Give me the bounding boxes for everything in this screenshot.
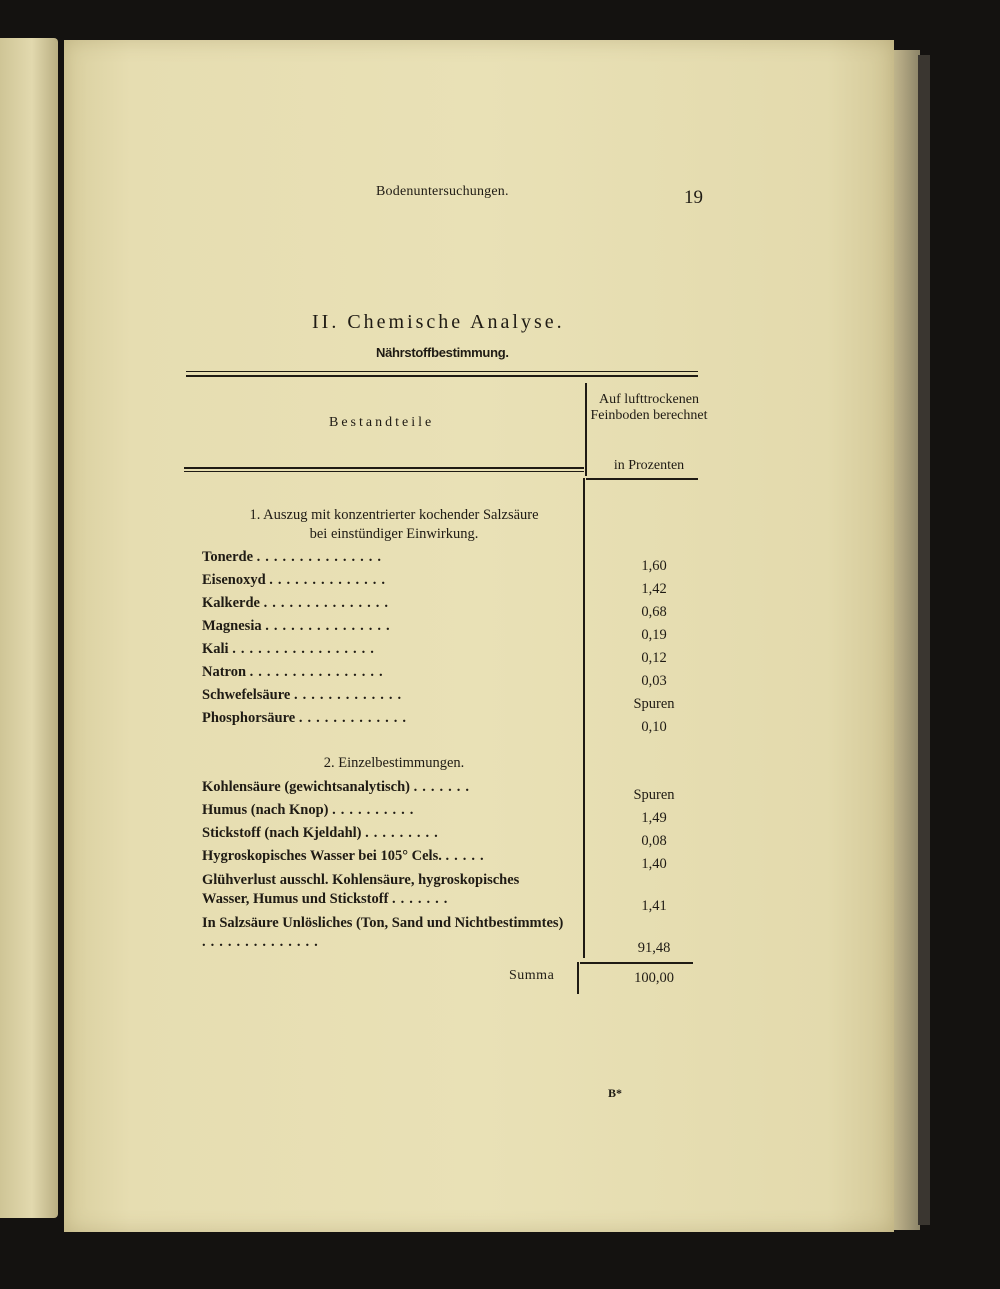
row-label-schwefelsaeure: Schwefelsäure ............. <box>202 687 407 703</box>
row-value-eisenoxyd: 1,42 <box>641 581 667 597</box>
summa-label: Summa <box>509 968 555 983</box>
row-label-eisenoxyd: Eisenoxyd .............. <box>202 572 391 588</box>
row-label-phosphorsaeure: Phosphorsäure ............. <box>202 710 411 726</box>
row-label-kohlensaeure: Kohlensäure (gewichtsanalytisch) ....... <box>202 779 474 795</box>
row-label-natron: Natron ................ <box>202 664 388 680</box>
book-cover-edge <box>918 55 930 1225</box>
left-page-edge <box>0 38 58 1218</box>
section2-heading: 2. Einzelbestimmungen. <box>323 755 465 771</box>
row-value-humus: 1,49 <box>641 810 667 826</box>
row-value-magnesia: 0,19 <box>641 627 667 643</box>
header-bottom-rule-2 <box>184 471 584 472</box>
row-value-hygroskopisches-wasser: 1,40 <box>641 856 667 872</box>
column-divider-body <box>583 478 585 958</box>
header-bottom-rule-right <box>586 478 698 480</box>
row-value-phosphorsaeure: 0,10 <box>641 719 667 735</box>
running-head: Bodenuntersuchungen. <box>376 184 509 199</box>
section1-heading-line2: bei einstündiger Einwirkung. <box>309 526 479 542</box>
table-top-rule-thick <box>186 375 698 377</box>
row-label-stickstoff: Stickstoff (nach Kjeldahl) ......... <box>202 825 443 841</box>
column-header-unit: in Prozenten <box>613 458 685 473</box>
row-label-unloesliches: In Salzsäure Unlösliches (Ton, Sand und Nichtbestimmtes) .............. <box>202 915 564 950</box>
row-value-tonerde: 1,60 <box>641 558 667 574</box>
table-top-rule <box>186 371 698 372</box>
row-label-humus: Humus (nach Knop) .......... <box>202 802 419 818</box>
row-label-gluehverlust: Glühverlust ausschl. Kohlensäure, hygroskopisches Wasser, Humus und Stickstoff ....... <box>202 872 520 907</box>
signature-mark: B* <box>608 1086 623 1100</box>
row-value-kalkerde: 0,68 <box>641 604 667 620</box>
table-subtitle: Nährstoffbestimmung. <box>376 345 509 360</box>
book-page <box>64 40 894 1232</box>
column-divider-summa <box>577 962 579 994</box>
summa-value: 100,00 <box>634 970 674 986</box>
column-header-feinboden: Auf lufttrockenen Feinboden berechnet <box>590 392 708 423</box>
section-title: II. Chemische Analyse. <box>312 311 565 333</box>
row-value-gluehverlust: 1,41 <box>641 898 667 914</box>
row-value-kali: 0,12 <box>641 650 667 666</box>
page-number: 19 <box>684 187 703 208</box>
row-value-stickstoff: 0,08 <box>641 833 667 849</box>
row-label-kalkerde: Kalkerde ............... <box>202 595 393 611</box>
header-bottom-rule <box>184 467 584 469</box>
column-header-bestandteile: Bestandteile <box>329 415 435 430</box>
row-label-magnesia: Magnesia ............... <box>202 618 395 634</box>
section1-heading-line1: 1. Auszug mit konzentrierter kochender Salzsäure <box>249 507 539 523</box>
row-label-tonerde: Tonerde ............... <box>202 549 387 565</box>
row-value-kohlensaeure: Spuren <box>633 787 675 803</box>
row-value-unloesliches: 91,48 <box>637 940 671 956</box>
row-value-schwefelsaeure: Spuren <box>633 696 675 712</box>
summa-rule <box>580 962 693 964</box>
row-value-natron: 0,03 <box>641 673 667 689</box>
row-label-hygroskopisches-wasser: Hygroskopisches Wasser bei 105° Cels. ..... <box>202 848 489 864</box>
row-label-kali: Kali ................. <box>202 641 379 657</box>
